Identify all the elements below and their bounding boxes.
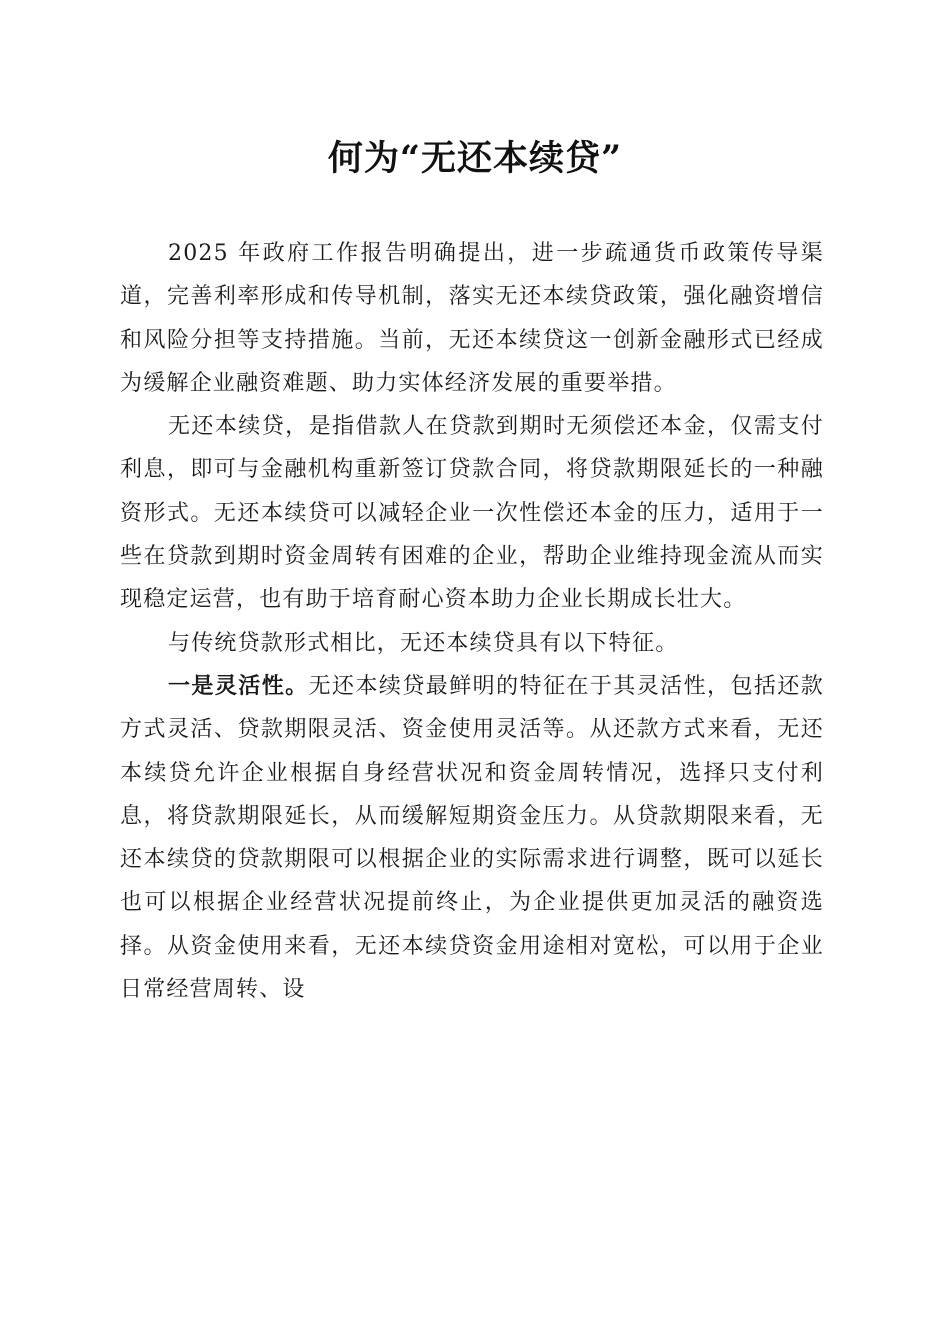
paragraph-2 bbox=[120, 405, 824, 621]
paragraph-1 bbox=[120, 232, 824, 405]
paragraph-text: 无还本续贷最鲜明的特征在于其灵活性，包括还款方式灵活、贷款期限灵活、资金使用灵活等。从还款方式来看，无还本续贷允许企业根据自身经营状况和资金周转情况，选择只支付利息，将贷款期限延长，从而缓解短期资金压力。从贷款期限来看，无还本续贷的贷款期限可以根据企业的实际需求进行调整，既可以延长也可以根据企业经营状况提前终止，为企业提供更加灵活的融资选择。从资金使用来看，无还本续贷资金用途相对宽松，可以用于企业日常经营周转、设 bbox=[120, 673, 824, 1003]
document-title: 何为“无还本续贷” bbox=[327, 138, 623, 179]
paragraph-4 bbox=[120, 665, 824, 1011]
paragraph-text: 无还本续贷，是指借款人在贷款到期时无须偿还本金，仅需支付利息，即可与金融机构重新签订贷款合同，将贷款期限延长的一种融资形式。无还本续贷可以减轻企业一次性偿还本金的压力，适用于一些在贷款到期时资金周转有困难的企业，帮助企业维持现金流从而实现稳定运营，也有助于培育耐心资本助力企业长期成长壮大。 bbox=[120, 414, 824, 613]
document-body bbox=[120, 232, 824, 1011]
paragraph-lead-heading: 一是灵活性。 bbox=[168, 672, 309, 699]
paragraph-3 bbox=[120, 622, 824, 665]
paragraph-text: 与传统贷款形式相比，无还本续贷具有以下特征。 bbox=[168, 630, 679, 656]
paragraph-text: 2025 年政府工作报告明确提出，进一步疏通货币政策传导渠道，完善利率形成和传导机制，落实无还本续贷政策，强化融资增信和风险分担等支持措施。当前，无还本续贷这一创新金融形式已经成为缓解企业融资难题、助力实体经济发展的重要举措。 bbox=[120, 241, 824, 396]
